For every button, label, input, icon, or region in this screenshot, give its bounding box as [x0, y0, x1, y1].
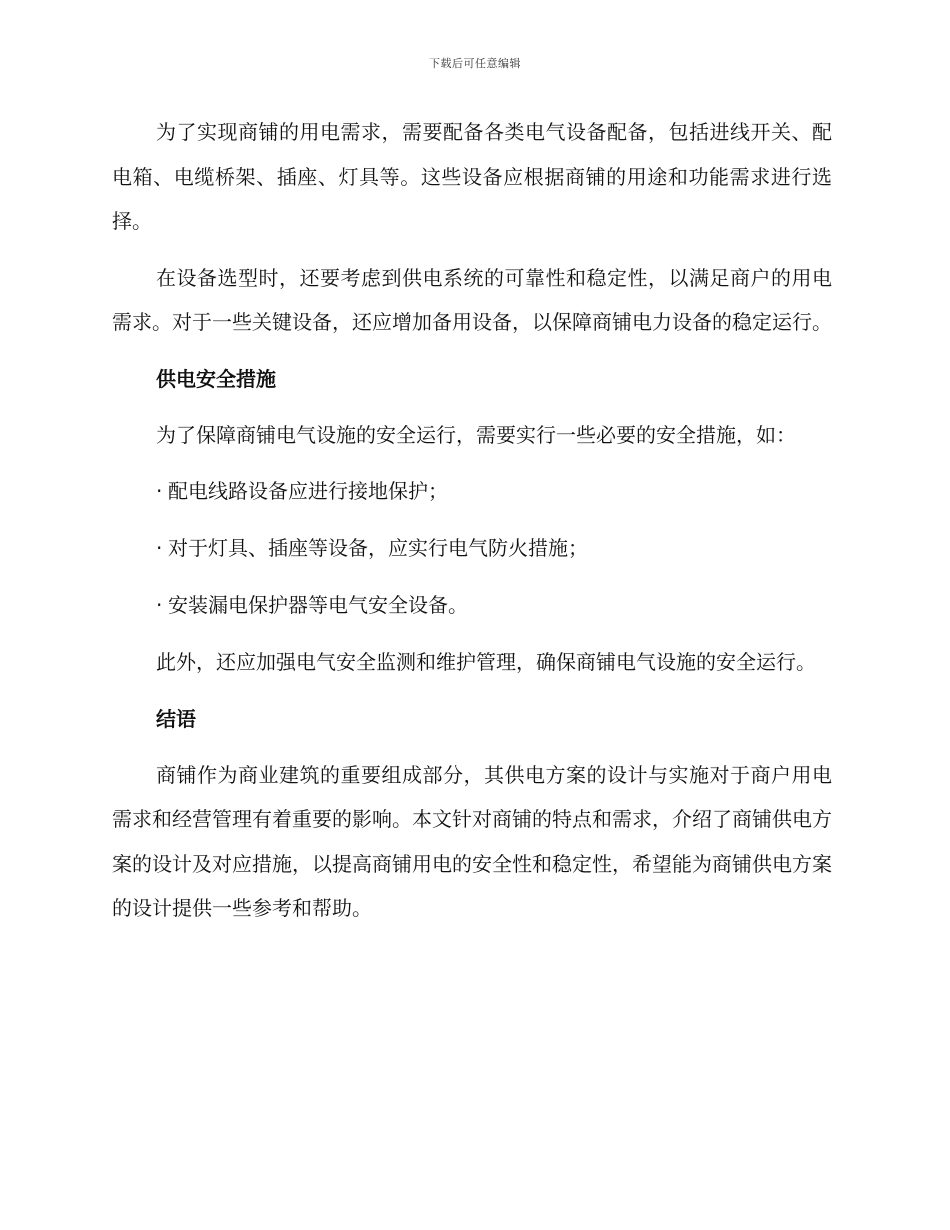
list-item [156, 526, 832, 570]
list-item [156, 469, 832, 513]
paragraph-conclusion: 商铺作为商业建筑的重要组成部分，其供电方案的设计与实施对于商户用电需求和经营管理有着重要的影响。本文针对商铺的特点和需求，介绍了商铺供电方案的设计及对应措施，以提高商铺用电的安全性和稳定性，希望能为商铺供电方案的设计提供一些参考和帮助。 [112, 762, 832, 920]
list-item-text: 对于灯具、插座等设备，应实行电气防火措施； [168, 536, 588, 560]
section-heading-conclusion: 结语 [156, 706, 196, 731]
paragraph-monitoring: 此外，还应加强电气安全监测和维护管理，确保商铺电气设施的安全运行。 [156, 650, 816, 674]
bullet-icon: · [156, 593, 163, 617]
bullet-icon: · [156, 536, 163, 560]
paragraph-selection: 在设备选型时，还要考虑到供电系统的可靠性和稳定性，以满足商户的用电需求。对于一些关键设备，还应增加备用设备，以保障商铺电力设备的稳定运行。 [112, 265, 832, 334]
paragraph-equipment: 为了实现商铺的用电需求，需要配备各类电气设备配备，包括进线开关、配电箱、电缆桥架、插座、灯具等。这些设备应根据商铺的用途和功能需求进行选择。 [112, 120, 832, 233]
bullet-icon: · [156, 479, 163, 503]
list-item [156, 583, 832, 627]
paragraph-safety-intro: 为了保障商铺电气设施的安全运行，需要实行一些必要的安全措施，如： [156, 422, 796, 447]
list-item-text: 安装漏电保护器等电气安全设备。 [168, 593, 468, 617]
section-heading-safety: 供电安全措施 [156, 366, 276, 391]
list-item-text: 配电线路设备应进行接地保护； [168, 479, 448, 503]
page-header: 下载后可任意编辑 [429, 57, 521, 70]
document-body [112, 110, 832, 943]
